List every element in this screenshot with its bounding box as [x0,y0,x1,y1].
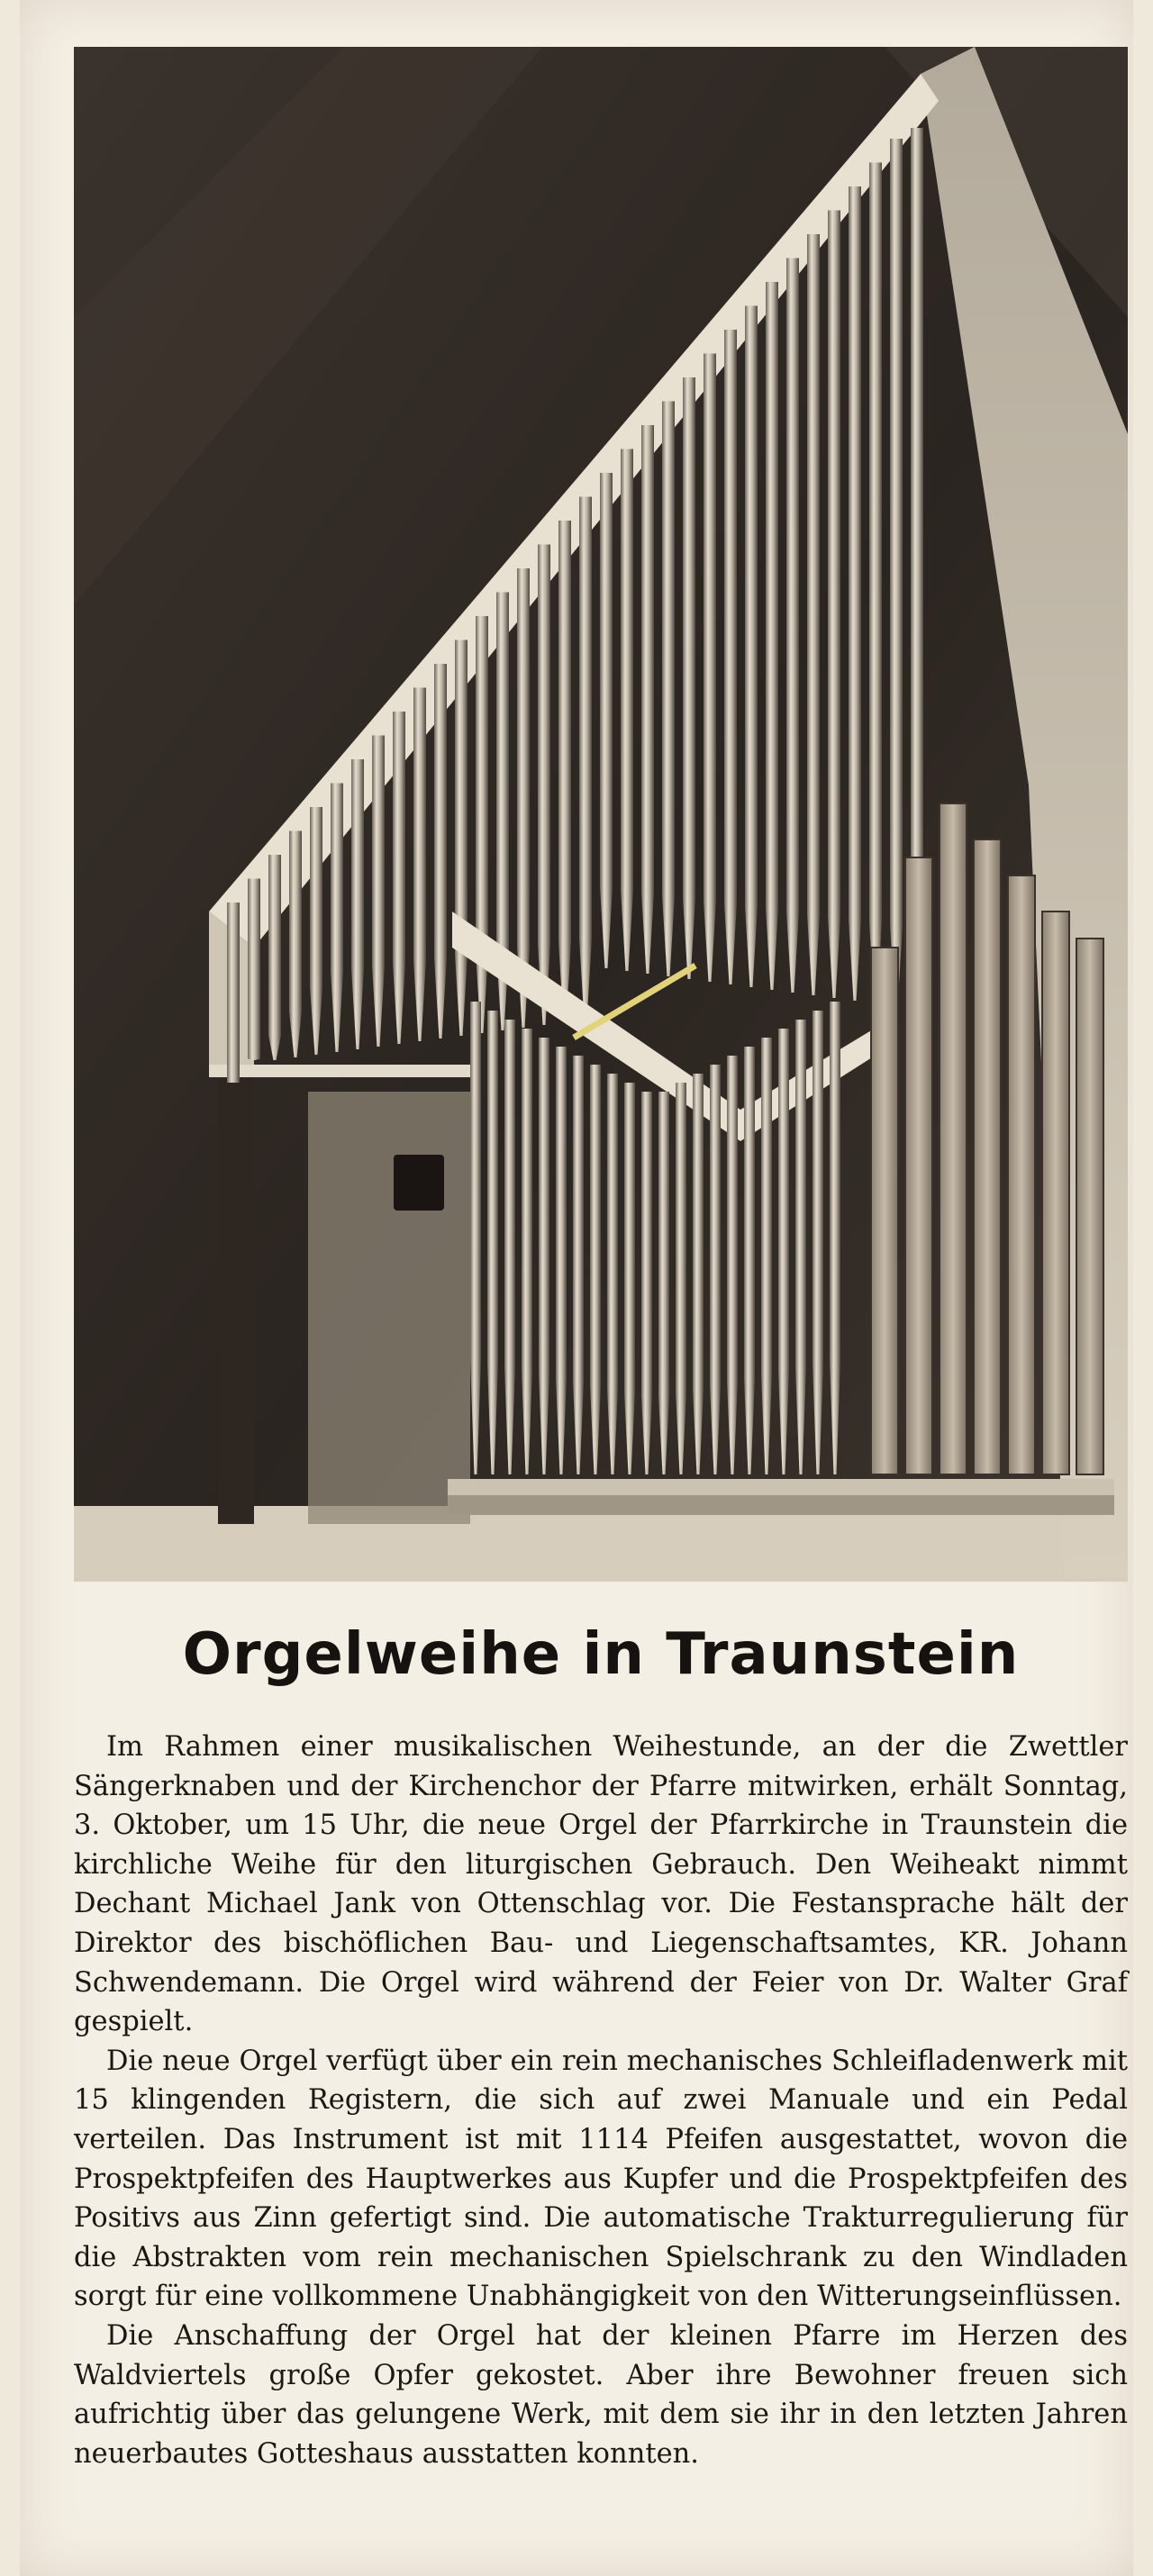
organ-photo [74,47,1128,1582]
newspaper-clipping [20,0,1133,2576]
paragraph-2: Die neue Orgel verfügt über ein rein mechanisches Schleifladenwerk mit 15 klingenden Registern, die sich auf zwei Manuale und ein Pedal verteilen. Das Instrument ist mit 1114 Pfeifen ausgestattet, wovon die Prospektpfeifen des Hauptwerkes aus Kupfer und die Prospektpfeifen des Positivs aus Zinn gefertigt sind. Die automatische Trakturregulierung für die Abstrakten vom rein mechanischen Spielschrank zu den Windladen sorgt für eine vollkommene Unabhängigkeit von den Witterungseinflüssen. [74,2045,1128,2313]
paragraph-3: Die Anschaffung der Orgel hat der kleinen Pfarre im Herzen des Waldviertels große Opfer gekostet. Aber ihre Bewohner freuen sich aufrichtig über das gelungene Werk, mit dem sie ihr in den letzten Jahren neuerbautes Gotteshaus ausstatten konnten. [74,2319,1128,2470]
article-body [74,1728,1128,2473]
paragraph-1: Im Rahmen einer musikalischen Weihestunde, an der die Zwettler Sängerknaben und der Kirchenchor der Pfarre mitwirken, erhält Sonntag, 3. Oktober, um 15 Uhr, die neue Orgel der Pfarrkirche in Traunstein die kirchliche Weihe für den liturgischen Gebrauch. Den Weiheakt nimmt Dechant Michael Jank von Ottenschlag vor. Die Festansprache hält der Direktor des bischöflichen Bau- und Liegenschaftsamtes, KR. Johann Schwendemann. Die Orgel wird während der Feier von Dr. Walter Graf gespielt. [74,1731,1128,2038]
organ-illustration [74,47,1128,1582]
headline: Orgelweihe in Traunstein [182,1621,1020,1688]
